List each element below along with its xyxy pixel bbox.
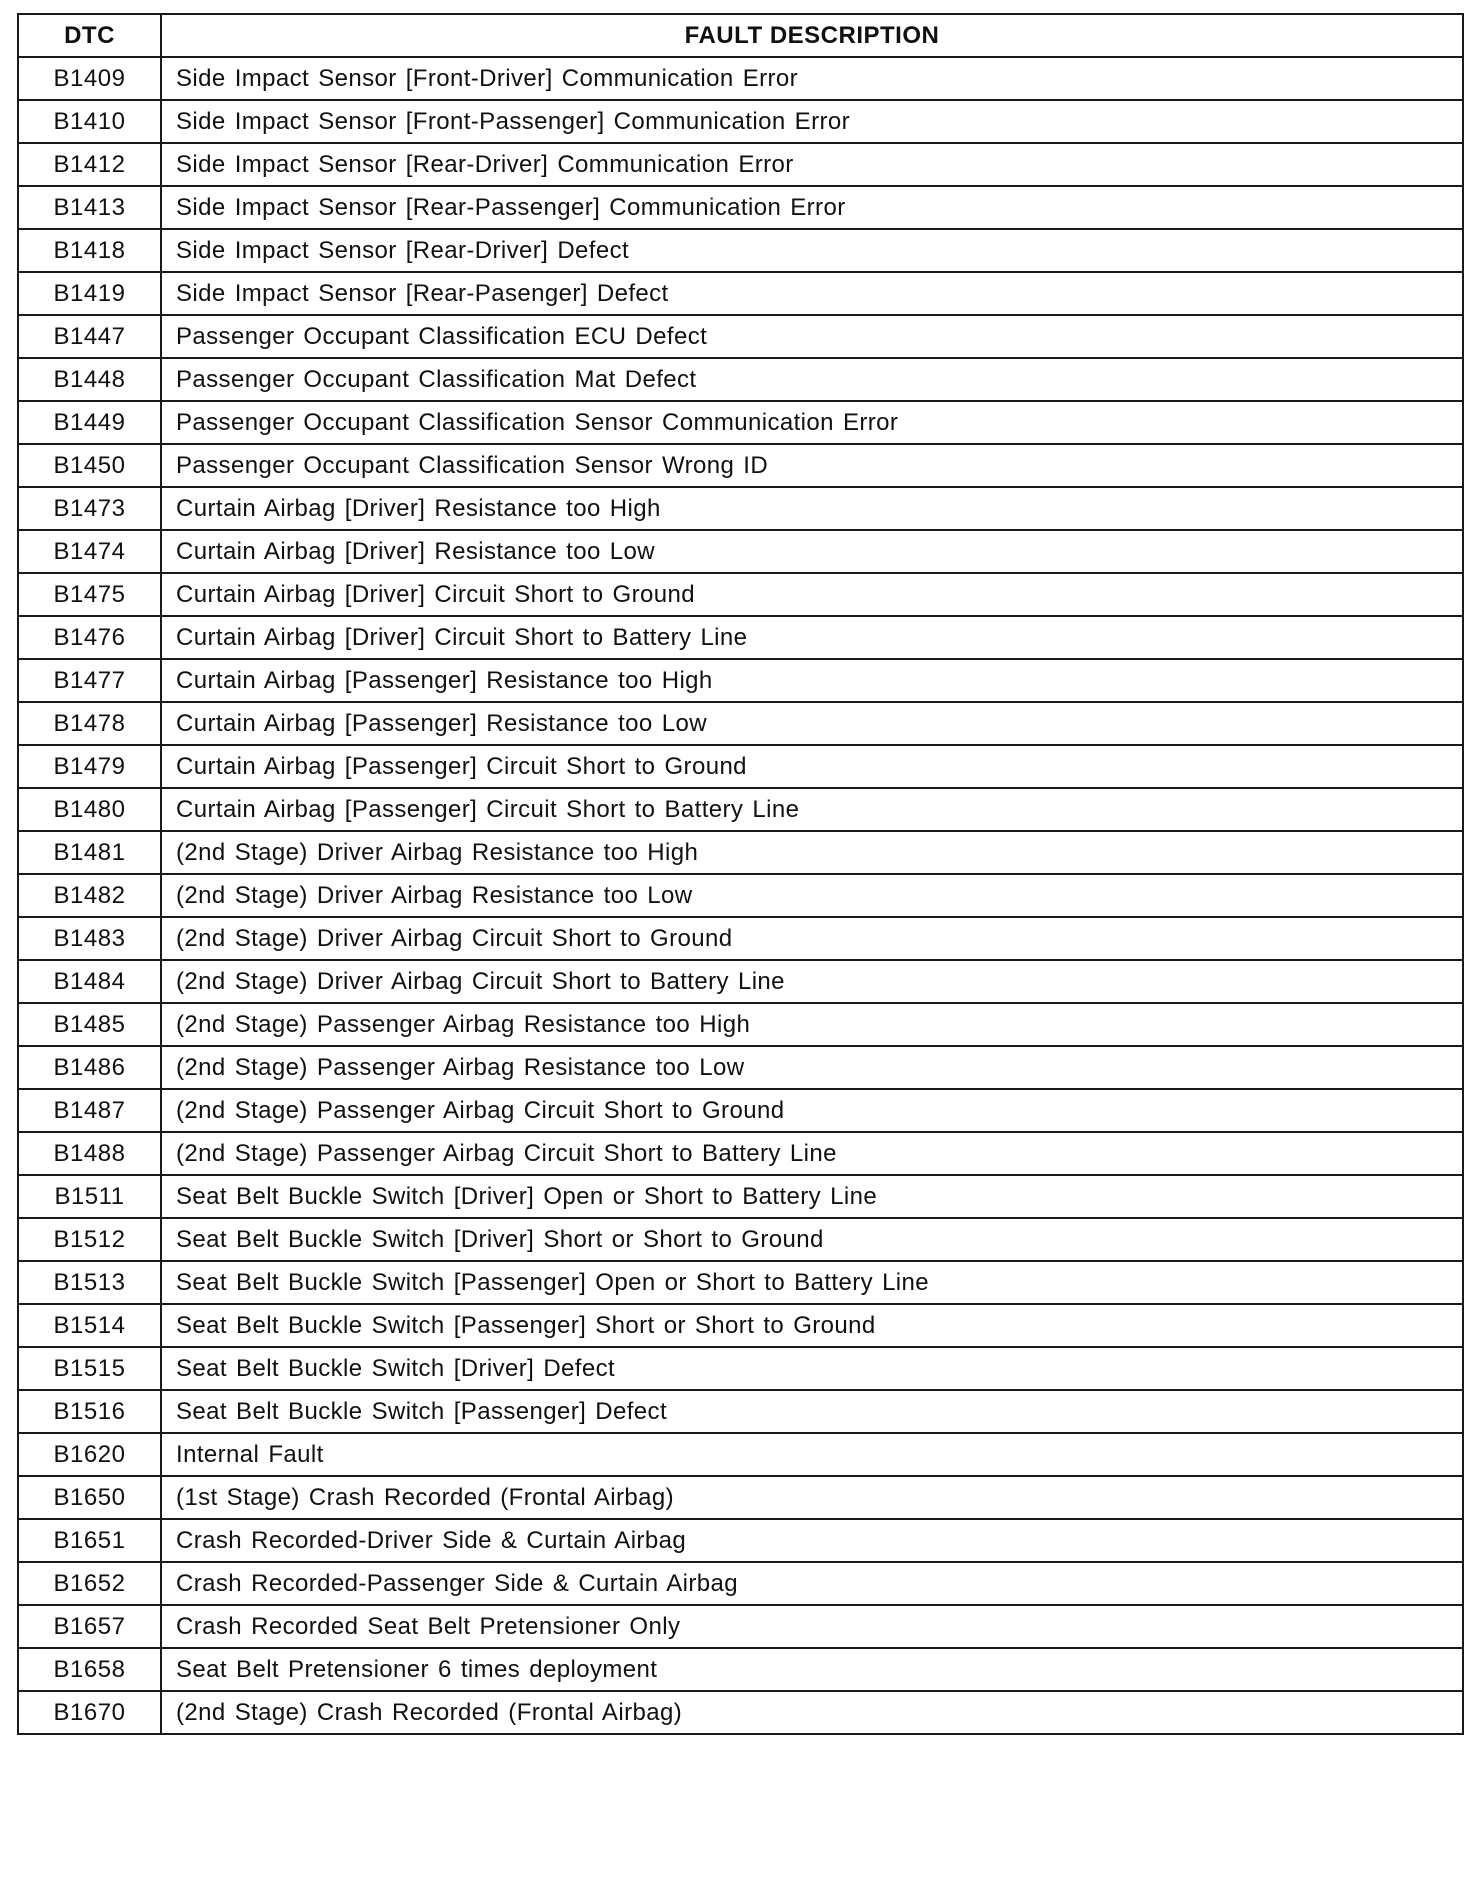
- table-row: [18, 401, 1463, 444]
- table-row: [18, 573, 1463, 616]
- dtc-code-cell: B1515: [18, 1347, 161, 1390]
- fault-description-cell: Curtain Airbag [Driver] Circuit Short to Battery Line: [161, 616, 1463, 659]
- table-row: [18, 1691, 1463, 1734]
- dtc-code-cell: B1449: [18, 401, 161, 444]
- table-row: [18, 702, 1463, 745]
- dtc-code-cell: B1514: [18, 1304, 161, 1347]
- fault-description-cell: Seat Belt Buckle Switch [Driver] Short or Short to Ground: [161, 1218, 1463, 1261]
- fault-description-cell: Curtain Airbag [Passenger] Circuit Short to Ground: [161, 745, 1463, 788]
- table-row: [18, 960, 1463, 1003]
- fault-description-cell: Curtain Airbag [Passenger] Circuit Short to Battery Line: [161, 788, 1463, 831]
- fault-description-cell: Passenger Occupant Classification Mat Defect: [161, 358, 1463, 401]
- dtc-code-cell: B1478: [18, 702, 161, 745]
- dtc-code-cell: B1475: [18, 573, 161, 616]
- dtc-code-cell: B1448: [18, 358, 161, 401]
- fault-description-cell: Crash Recorded-Passenger Side & Curtain Airbag: [161, 1562, 1463, 1605]
- dtc-code-cell: B1483: [18, 917, 161, 960]
- dtc-code-cell: B1419: [18, 272, 161, 315]
- dtc-code-cell: B1412: [18, 143, 161, 186]
- dtc-code-cell: B1413: [18, 186, 161, 229]
- dtc-code-cell: B1513: [18, 1261, 161, 1304]
- dtc-code-cell: B1450: [18, 444, 161, 487]
- dtc-code-cell: B1482: [18, 874, 161, 917]
- fault-description-cell: Side Impact Sensor [Rear-Driver] Communication Error: [161, 143, 1463, 186]
- table-row: [18, 788, 1463, 831]
- fault-description-cell: Seat Belt Pretensioner 6 times deployment: [161, 1648, 1463, 1691]
- table-header-row: [18, 14, 1463, 57]
- table-body: [18, 57, 1463, 1734]
- fault-description-cell: Crash Recorded Seat Belt Pretensioner Only: [161, 1605, 1463, 1648]
- dtc-code-cell: B1488: [18, 1132, 161, 1175]
- table-row: [18, 100, 1463, 143]
- dtc-code-cell: B1512: [18, 1218, 161, 1261]
- table-row: [18, 1261, 1463, 1304]
- fault-description-cell: (2nd Stage) Crash Recorded (Frontal Airbag): [161, 1691, 1463, 1734]
- fault-description-cell: (2nd Stage) Passenger Airbag Circuit Short to Battery Line: [161, 1132, 1463, 1175]
- table-row: [18, 1132, 1463, 1175]
- table-row: [18, 616, 1463, 659]
- fault-description-cell: Seat Belt Buckle Switch [Driver] Defect: [161, 1347, 1463, 1390]
- fault-description-cell: (2nd Stage) Driver Airbag Resistance too High: [161, 831, 1463, 874]
- fault-description-cell: Side Impact Sensor [Rear-Driver] Defect: [161, 229, 1463, 272]
- table-row: [18, 1390, 1463, 1433]
- fault-description-cell: Internal Fault: [161, 1433, 1463, 1476]
- table-row: [18, 315, 1463, 358]
- dtc-code-cell: B1473: [18, 487, 161, 530]
- dtc-code-cell: B1657: [18, 1605, 161, 1648]
- fault-description-column-header: FAULT DESCRIPTION: [161, 14, 1463, 57]
- fault-description-cell: (2nd Stage) Driver Airbag Resistance too Low: [161, 874, 1463, 917]
- table-row: [18, 186, 1463, 229]
- table-row: [18, 1175, 1463, 1218]
- table-row: [18, 659, 1463, 702]
- dtc-code-cell: B1516: [18, 1390, 161, 1433]
- table-row: [18, 874, 1463, 917]
- table-row: [18, 530, 1463, 573]
- dtc-code-cell: B1484: [18, 960, 161, 1003]
- fault-description-cell: Curtain Airbag [Driver] Resistance too Low: [161, 530, 1463, 573]
- table-row: [18, 1347, 1463, 1390]
- fault-description-cell: Side Impact Sensor [Front-Passenger] Communication Error: [161, 100, 1463, 143]
- table-row: [18, 229, 1463, 272]
- table-row: [18, 358, 1463, 401]
- dtc-code-cell: B1409: [18, 57, 161, 100]
- fault-description-cell: (2nd Stage) Passenger Airbag Resistance too Low: [161, 1046, 1463, 1089]
- table-row: [18, 917, 1463, 960]
- dtc-code-cell: B1447: [18, 315, 161, 358]
- fault-description-cell: (2nd Stage) Driver Airbag Circuit Short to Battery Line: [161, 960, 1463, 1003]
- fault-description-cell: Crash Recorded-Driver Side & Curtain Airbag: [161, 1519, 1463, 1562]
- table-row: [18, 487, 1463, 530]
- dtc-code-cell: B1418: [18, 229, 161, 272]
- table-row: [18, 1476, 1463, 1519]
- fault-description-cell: Seat Belt Buckle Switch [Driver] Open or Short to Battery Line: [161, 1175, 1463, 1218]
- fault-description-cell: (2nd Stage) Passenger Airbag Resistance too High: [161, 1003, 1463, 1046]
- dtc-code-cell: B1410: [18, 100, 161, 143]
- dtc-code-cell: B1474: [18, 530, 161, 573]
- dtc-code-cell: B1650: [18, 1476, 161, 1519]
- fault-description-cell: Side Impact Sensor [Rear-Passenger] Communication Error: [161, 186, 1463, 229]
- fault-description-cell: Curtain Airbag [Passenger] Resistance too High: [161, 659, 1463, 702]
- dtc-code-cell: B1485: [18, 1003, 161, 1046]
- fault-description-cell: Side Impact Sensor [Rear-Pasenger] Defect: [161, 272, 1463, 315]
- table-row: [18, 1605, 1463, 1648]
- fault-description-cell: (2nd Stage) Passenger Airbag Circuit Short to Ground: [161, 1089, 1463, 1132]
- table-row: [18, 1519, 1463, 1562]
- fault-description-cell: Passenger Occupant Classification ECU Defect: [161, 315, 1463, 358]
- dtc-column-header: DTC: [18, 14, 161, 57]
- table-row: [18, 1089, 1463, 1132]
- fault-description-cell: Curtain Airbag [Driver] Circuit Short to Ground: [161, 573, 1463, 616]
- dtc-code-cell: B1479: [18, 745, 161, 788]
- table-row: [18, 444, 1463, 487]
- table-row: [18, 831, 1463, 874]
- dtc-code-cell: B1670: [18, 1691, 161, 1734]
- table-row: [18, 1218, 1463, 1261]
- dtc-code-cell: B1480: [18, 788, 161, 831]
- dtc-code-cell: B1477: [18, 659, 161, 702]
- dtc-document: [17, 13, 1464, 1735]
- fault-description-cell: Curtain Airbag [Passenger] Resistance too Low: [161, 702, 1463, 745]
- dtc-code-cell: B1651: [18, 1519, 161, 1562]
- fault-description-cell: Passenger Occupant Classification Sensor Wrong ID: [161, 444, 1463, 487]
- table-row: [18, 1562, 1463, 1605]
- dtc-code-cell: B1620: [18, 1433, 161, 1476]
- table-row: [18, 1304, 1463, 1347]
- dtc-fault-table: [17, 13, 1464, 1735]
- fault-description-cell: (1st Stage) Crash Recorded (Frontal Airbag): [161, 1476, 1463, 1519]
- fault-description-cell: Curtain Airbag [Driver] Resistance too High: [161, 487, 1463, 530]
- fault-description-cell: Passenger Occupant Classification Sensor Communication Error: [161, 401, 1463, 444]
- fault-description-cell: Seat Belt Buckle Switch [Passenger] Open or Short to Battery Line: [161, 1261, 1463, 1304]
- dtc-code-cell: B1476: [18, 616, 161, 659]
- fault-description-cell: (2nd Stage) Driver Airbag Circuit Short to Ground: [161, 917, 1463, 960]
- fault-description-cell: Seat Belt Buckle Switch [Passenger] Defect: [161, 1390, 1463, 1433]
- table-row: [18, 272, 1463, 315]
- table-row: [18, 143, 1463, 186]
- dtc-code-cell: B1486: [18, 1046, 161, 1089]
- fault-description-cell: Seat Belt Buckle Switch [Passenger] Short or Short to Ground: [161, 1304, 1463, 1347]
- table-row: [18, 1003, 1463, 1046]
- dtc-code-cell: B1511: [18, 1175, 161, 1218]
- table-row: [18, 745, 1463, 788]
- dtc-code-cell: B1652: [18, 1562, 161, 1605]
- fault-description-cell: Side Impact Sensor [Front-Driver] Communication Error: [161, 57, 1463, 100]
- dtc-code-cell: B1658: [18, 1648, 161, 1691]
- dtc-code-cell: B1487: [18, 1089, 161, 1132]
- table-row: [18, 1648, 1463, 1691]
- table-row: [18, 57, 1463, 100]
- table-row: [18, 1433, 1463, 1476]
- table-row: [18, 1046, 1463, 1089]
- dtc-code-cell: B1481: [18, 831, 161, 874]
